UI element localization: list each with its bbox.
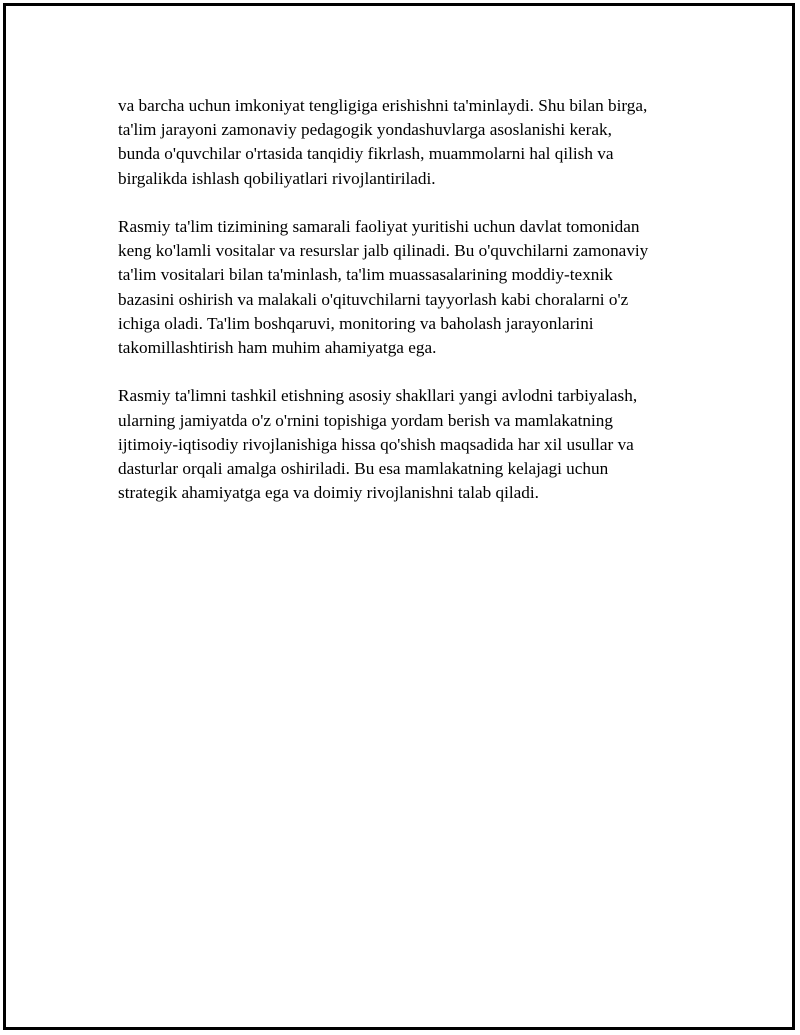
paragraph-3: Rasmiy ta'limni tashkil etishning asosiy shakllari yangi avlodni tarbiyalash, ularning jamiyatda o'z o'rnini topishiga yordam berish va mamlakatning ijtimoiy-iqtisodiy rivojlanishiga hissa qo'shish maqsadida har xil usullar va dasturlar orqali amalga oshiriladi. Bu esa mamlakatning kelajagi uchun strategik ahamiyatga ega va doimiy rivojlanishni talab qiladi.	[118, 386, 638, 503]
paragraph-2: Rasmiy ta'lim tizimining samarali faoliyat yuritishi uchun davlat tomonidan keng ko'lamli vositalar va resurslar jalb qilinadi. Bu o'quvchilarni zamonaviy ta'lim vositalari bilan ta'minlash, ta'lim muassasalarining moddiy-texnik bazasini oshirish va malakali o'qituvchilarni tayyorlash kabi choralarni o'z ichiga oladi. Ta'lim boshqaruvi, monitoring va baholash jarayonlarini takomillashtirish ham muhim ahamiyatga ega.	[118, 217, 649, 358]
paragraph-1: va barcha uchun imkoniyat tengligiga erishishni ta'minlaydi. Shu bilan birga, ta'lim jarayoni zamonaviy pedagogik yondashuvlarga asoslanishi kerak, bunda o'quvchilar o'rtasida tanqidiy fikrlash, muammolarni hal qilish va birgalikda ishlash qobiliyatlari rivojlantiriladi.	[118, 96, 648, 188]
document-body	[118, 94, 698, 530]
